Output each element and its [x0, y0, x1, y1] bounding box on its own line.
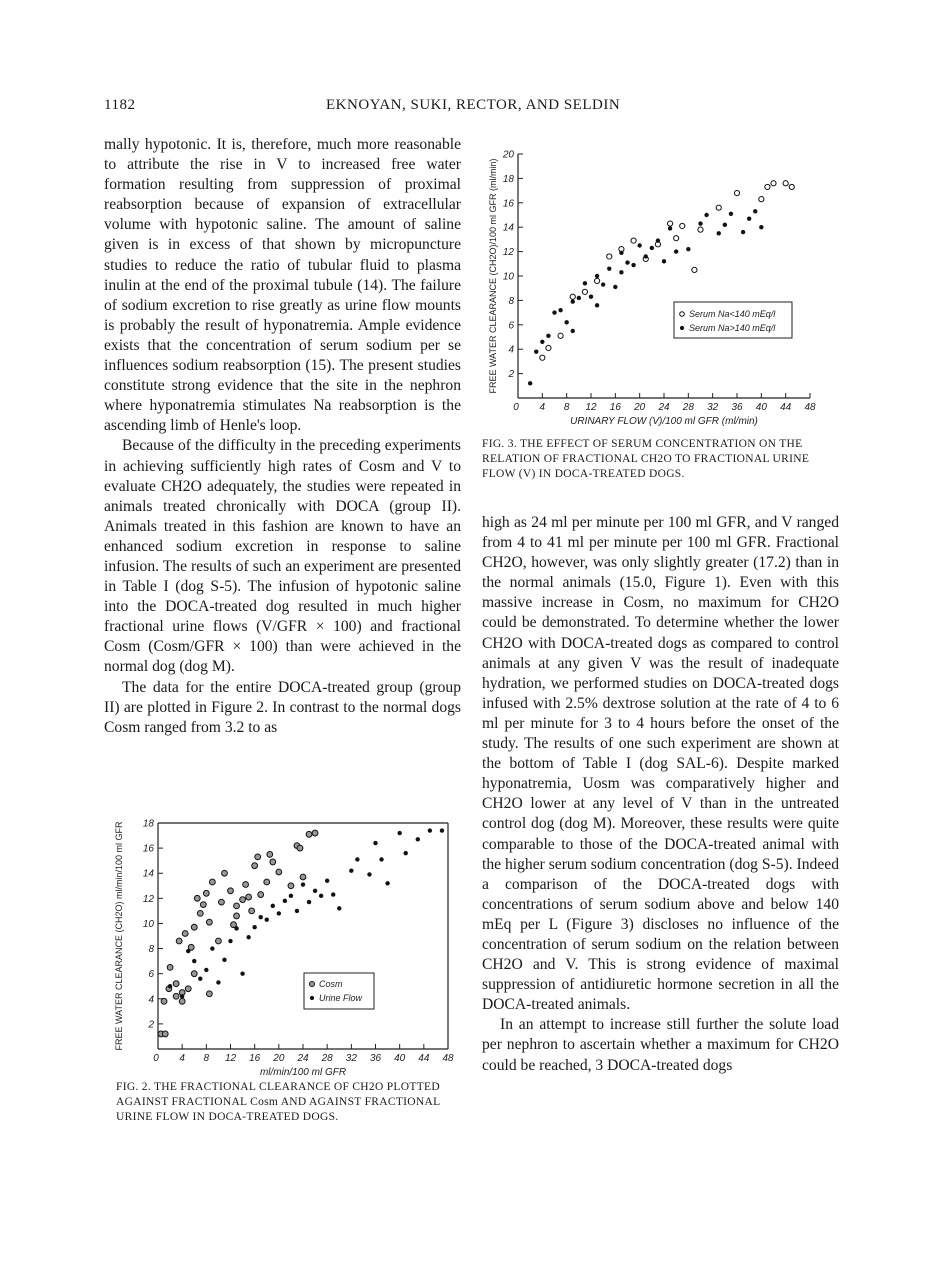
data-point-hatched	[216, 938, 222, 944]
data-point-hatched	[312, 830, 318, 836]
data-point-filled	[577, 296, 581, 300]
x-tick-label: 32	[345, 1053, 357, 1064]
data-point-hatched	[167, 964, 173, 970]
data-point-hatched	[161, 998, 167, 1004]
data-point-filled	[397, 831, 401, 835]
y-tick-label: 8	[148, 944, 154, 956]
data-point-open	[594, 278, 599, 283]
data-point-filled	[379, 857, 383, 861]
x-tick-label: 28	[682, 402, 694, 413]
y-tick-label: 14	[502, 222, 514, 234]
data-point-open	[698, 227, 703, 232]
data-point-filled	[571, 329, 575, 333]
data-point-filled	[277, 911, 281, 915]
left-paragraph-3: The data for the entire DOCA-treated group (group II) are plotted in Figure 2. In contrast to the normal dogs Cosm ranged from 3.2 to as	[104, 678, 461, 736]
data-point-filled	[564, 320, 568, 324]
left-column	[104, 135, 461, 738]
data-point-filled	[704, 213, 708, 217]
data-point-filled	[601, 282, 605, 286]
data-point-filled	[595, 303, 599, 307]
data-point-filled	[252, 925, 256, 929]
data-point-hatched	[246, 894, 252, 900]
data-point-filled	[552, 310, 556, 314]
data-point-hatched	[276, 869, 282, 875]
data-point-open	[680, 223, 685, 228]
running-title: EKNOYAN, SUKI, RECTOR, AND SELDIN	[326, 97, 621, 113]
data-point-filled	[717, 231, 721, 235]
y-axis-label: FREE WATER CLEARANCE (CH2O) ml/min/100 ml GFR	[114, 821, 124, 1051]
data-point-filled	[234, 926, 238, 930]
data-point-open	[716, 205, 721, 210]
data-point-filled	[246, 935, 250, 939]
data-point-open	[674, 236, 679, 241]
data-point-filled	[313, 889, 317, 893]
data-point-hatched	[200, 902, 206, 908]
legend-filled-dot-icon	[680, 326, 684, 330]
data-point-filled	[729, 212, 733, 216]
data-point-filled	[668, 226, 672, 230]
data-point-filled	[319, 894, 323, 898]
data-point-filled	[698, 221, 702, 225]
data-point-hatched	[228, 888, 234, 894]
data-point-filled	[571, 299, 575, 303]
data-point-filled	[337, 906, 341, 910]
data-point-filled	[385, 881, 389, 885]
data-point-hatched	[249, 908, 255, 914]
origin-label: 0	[153, 1053, 159, 1064]
data-point-open	[631, 238, 636, 243]
x-tick-label: 20	[634, 402, 646, 413]
data-point-open	[570, 294, 575, 299]
y-tick-label: 20	[502, 149, 514, 161]
data-point-open	[558, 333, 563, 338]
data-point-hatched	[222, 870, 228, 876]
data-point-open	[667, 221, 672, 226]
data-point-filled	[355, 857, 359, 861]
x-tick-label: 28	[321, 1053, 333, 1064]
legend-filled-dot-icon	[310, 996, 314, 1000]
x-tick-label: 44	[780, 402, 792, 413]
y-tick-label: 14	[142, 868, 154, 880]
data-point-hatched	[176, 938, 182, 944]
data-point-filled	[198, 976, 202, 980]
data-point-filled	[595, 274, 599, 278]
y-tick-label: 6	[148, 969, 154, 981]
data-point-hatched	[243, 882, 249, 888]
data-point-filled	[186, 949, 190, 953]
data-point-hatched	[179, 998, 185, 1004]
data-point-filled	[289, 894, 293, 898]
y-tick-label: 10	[142, 918, 154, 930]
x-tick-label: 16	[249, 1053, 261, 1064]
data-point-filled	[662, 259, 666, 263]
data-point-filled	[222, 958, 226, 962]
data-point-hatched	[306, 831, 312, 837]
data-point-hatched	[255, 854, 261, 860]
data-point-filled	[631, 263, 635, 267]
data-point-filled	[613, 285, 617, 289]
y-tick-label: 12	[142, 893, 154, 905]
right-paragraph-2: In an attempt to increase still further the solute load per nephron to ascertain whether a maximum for CH2O could be reached, 3 DOCA-treated dogs	[482, 1016, 839, 1074]
y-axis-label: FREE WATER CLEARANCE (CH2O)/100 ml GFR (ml/min)	[488, 158, 498, 394]
data-point-filled	[301, 882, 305, 886]
data-point-filled	[331, 892, 335, 896]
data-point-hatched	[162, 1031, 168, 1037]
x-tick-label: 4	[539, 402, 546, 413]
figure-3-chart	[482, 140, 842, 427]
data-point-filled	[240, 971, 244, 975]
data-point-hatched	[206, 919, 212, 925]
y-tick-label: 4	[508, 344, 514, 356]
data-point-open	[765, 184, 770, 189]
data-point-filled	[349, 869, 353, 873]
data-point-filled	[637, 243, 641, 247]
data-point-hatched	[219, 899, 225, 905]
x-tick-label: 16	[609, 402, 621, 413]
data-point-open	[540, 355, 545, 360]
right-column	[482, 513, 839, 1076]
data-point-filled	[759, 225, 763, 229]
x-tick-label: 4	[179, 1053, 185, 1064]
data-point-filled	[619, 270, 623, 274]
data-point-filled	[528, 381, 532, 385]
data-point-hatched	[173, 993, 179, 999]
data-point-filled	[307, 900, 311, 904]
data-point-filled	[583, 281, 587, 285]
data-point-hatched	[234, 903, 240, 909]
data-point-hatched	[194, 895, 200, 901]
x-axis-label: ml/min/100 ml GFR	[259, 1067, 347, 1078]
data-point-filled	[428, 828, 432, 832]
x-tick-label: 24	[297, 1053, 309, 1064]
x-tick-label: 24	[658, 402, 670, 413]
legend-hatched-circle-icon	[310, 982, 315, 987]
data-point-open	[783, 181, 788, 186]
data-point-hatched	[234, 913, 240, 919]
data-point-open	[771, 181, 776, 186]
data-point-hatched	[197, 911, 203, 917]
data-point-filled	[325, 879, 329, 883]
data-point-filled	[440, 828, 444, 832]
data-point-filled	[741, 230, 745, 234]
data-point-filled	[674, 249, 678, 253]
data-point-filled	[259, 915, 263, 919]
data-point-hatched	[270, 859, 276, 865]
y-tick-label: 16	[142, 843, 154, 855]
y-tick-label: 4	[148, 994, 154, 1006]
data-point-filled	[228, 939, 232, 943]
data-point-filled	[747, 216, 751, 220]
data-point-open	[546, 345, 551, 350]
legend-label: Cosm	[319, 979, 343, 989]
data-point-hatched	[288, 883, 294, 889]
page-number: 1182	[104, 97, 136, 113]
x-tick-label: 36	[369, 1053, 382, 1064]
data-point-open	[789, 184, 794, 189]
data-point-hatched	[206, 991, 212, 997]
data-point-filled	[168, 984, 172, 988]
data-point-filled	[619, 251, 623, 255]
origin-label: 0	[513, 402, 519, 413]
legend-label: Urine Flow	[319, 993, 363, 1003]
data-point-filled	[589, 295, 593, 299]
data-point-hatched	[185, 986, 191, 992]
y-tick-label: 2	[508, 369, 514, 381]
data-point-filled	[607, 266, 611, 270]
y-tick-label: 8	[508, 295, 514, 307]
x-tick-label: 40	[394, 1053, 406, 1064]
data-point-hatched	[182, 931, 188, 937]
y-tick-label: 6	[508, 320, 514, 332]
data-point-filled	[404, 851, 408, 855]
data-point-filled	[723, 223, 727, 227]
data-point-filled	[192, 959, 196, 963]
data-point-filled	[216, 980, 220, 984]
data-point-filled	[534, 349, 538, 353]
data-point-filled	[210, 946, 214, 950]
y-tick-label: 10	[502, 271, 514, 283]
legend-open-circle-icon	[680, 312, 685, 317]
x-tick-label: 12	[585, 402, 597, 413]
data-point-open	[607, 254, 612, 259]
data-point-hatched	[191, 924, 197, 930]
data-point-hatched	[258, 892, 264, 898]
data-point-filled	[540, 340, 544, 344]
data-point-filled	[686, 247, 690, 251]
data-point-open	[734, 190, 739, 195]
data-point-open	[582, 289, 587, 294]
y-tick-label: 18	[502, 173, 514, 185]
y-tick-label: 12	[502, 247, 514, 259]
data-point-hatched	[209, 879, 215, 885]
data-point-hatched	[203, 890, 209, 896]
x-tick-label: 48	[804, 402, 816, 413]
x-tick-label: 12	[224, 1053, 237, 1064]
data-point-hatched	[300, 874, 306, 880]
data-point-hatched	[240, 897, 246, 903]
data-point-filled	[753, 209, 757, 213]
data-point-hatched	[267, 851, 273, 857]
data-point-filled	[204, 968, 208, 972]
data-point-open	[759, 197, 764, 202]
y-tick-label: 18	[142, 818, 154, 830]
data-point-filled	[558, 308, 562, 312]
data-point-filled	[546, 334, 550, 338]
data-point-filled	[295, 909, 299, 913]
data-point-hatched	[297, 845, 303, 851]
x-tick-label: 36	[731, 402, 743, 413]
data-point-filled	[650, 246, 654, 250]
data-point-filled	[416, 837, 420, 841]
y-tick-label: 16	[502, 198, 514, 210]
x-axis-label: URINARY FLOW (V)/100 ml GFR (ml/min)	[570, 416, 758, 427]
figure-3-caption: FIG. 3. THE EFFECT OF SERUM CONCENTRATION ON THE RELATION OF FRACTIONAL CH2O TO FRACTIONAL URINE FLOW (V) IN DOCA-TREATED DOGS.	[482, 438, 810, 480]
figure-2-chart	[108, 815, 468, 1085]
x-tick-label: 8	[203, 1053, 210, 1064]
x-tick-label: 8	[563, 402, 570, 413]
data-point-filled	[271, 904, 275, 908]
y-tick-label: 2	[148, 1019, 154, 1031]
data-point-open	[692, 267, 697, 272]
legend-label: Serum Na<140 mEq/l	[689, 309, 776, 319]
x-tick-label: 32	[707, 402, 719, 413]
data-point-filled	[625, 260, 629, 264]
data-point-filled	[644, 254, 648, 258]
data-point-hatched	[252, 863, 258, 869]
x-tick-label: 48	[442, 1053, 454, 1064]
left-paragraph-1: mally hypotonic. It is, therefore, much more reasonable to attribute the rise in V to increased free water formation resulting from suppression of proximal reabsorption because of expansion of extracellular volume with hypotonic saline. The amount of saline given is in excess of that shown by micropuncture studies to reduce the ratio of tubular fluid to plasma inulin at the end of the proximal tubule (14). The failure of sodium excretion to rise greatly as urine flow mounts is probably the result of hyponatremia. Ample evidence exists that the concentration of serum sodium per se influences sodium reabsorption (15). The present studies constitute strong evidence that the site in the nephron where hyponatremia stimulates Na reabsorption is the ascending limb of Henle's loop.	[104, 136, 461, 435]
data-point-hatched	[191, 971, 197, 977]
data-point-hatched	[173, 981, 179, 987]
left-paragraph-2: Because of the difficulty in the preceding experiments in achieving sufficiently high rates of Cosm and V to evaluate CH2O adequately, the studies were repeated in animals treated chronically with DOCA (group II). Animals treated in this fashion are known to have an enhanced sodium excretion in response to saline infusion. The results of such an experiment are presented in Table I (dog S-5). The infusion of hypotonic saline into the DOCA-treated dog resulted in much higher fractional urine flows (V/GFR × 100) and fractional Cosm (Cosm/GFR × 100) than were achieved in the normal dog (dog M).	[104, 437, 461, 676]
data-point-filled	[656, 238, 660, 242]
data-point-filled	[180, 994, 184, 998]
legend-label: Serum Na>140 mEq/l	[689, 323, 776, 333]
figure-2-caption: FIG. 2. THE FRACTIONAL CLEARANCE OF CH2O PLOTTED AGAINST FRACTIONAL Cosm AND AGAINST FRACTIONAL URINE FLOW IN DOCA-TREATED DOGS.	[116, 1081, 441, 1123]
data-point-filled	[283, 899, 287, 903]
x-tick-label: 20	[273, 1053, 285, 1064]
x-tick-label: 40	[755, 402, 767, 413]
x-tick-label: 44	[418, 1053, 430, 1064]
data-point-filled	[265, 917, 269, 921]
data-point-filled	[373, 841, 377, 845]
right-paragraph-1: high as 24 ml per minute per 100 ml GFR, and V ranged from 4 to 41 ml per minute per 100 ml GFR. Fractional CH2O, however, was only slightly greater (17.2) than in the normal animals (15.0, Figure 1). Even with this massive increase in Cosm, no maximum for CH2O could be demonstrated. To determine whether the lower CH2O with DOCA-treated dogs as compared to control animals at any given V was the result of inadequate hydration, we performed studies on DOCA-treated dogs infused with 2.5% dextrose solution at the rate of 4 to 6 ml per minute for 3 to 4 hours before the onset of the study. The results of one such experiment are shown at the bottom of Table I (dog SAL-6). Despite marked hyponatremia, Uosm was comparatively higher and CH2O lower at any level of V than in the untreated control dog (dog M). Moreover, these results were quite comparable to those of the DOCA-treated animal with the higher serum sodium concentration (dog S-5). Indeed a comparison of the DOCA-treated dogs with concentrations of serum sodium above and below 140 mEq per L (Figure 3) discloses no influence of the concentration of serum sodium on the relation between CH2O and V. This is strong evidence of maximal suppression of antidiuretic hormone secretion in all the DOCA-treated animals.	[482, 514, 839, 1014]
data-point-hatched	[264, 879, 270, 885]
data-point-filled	[367, 872, 371, 876]
